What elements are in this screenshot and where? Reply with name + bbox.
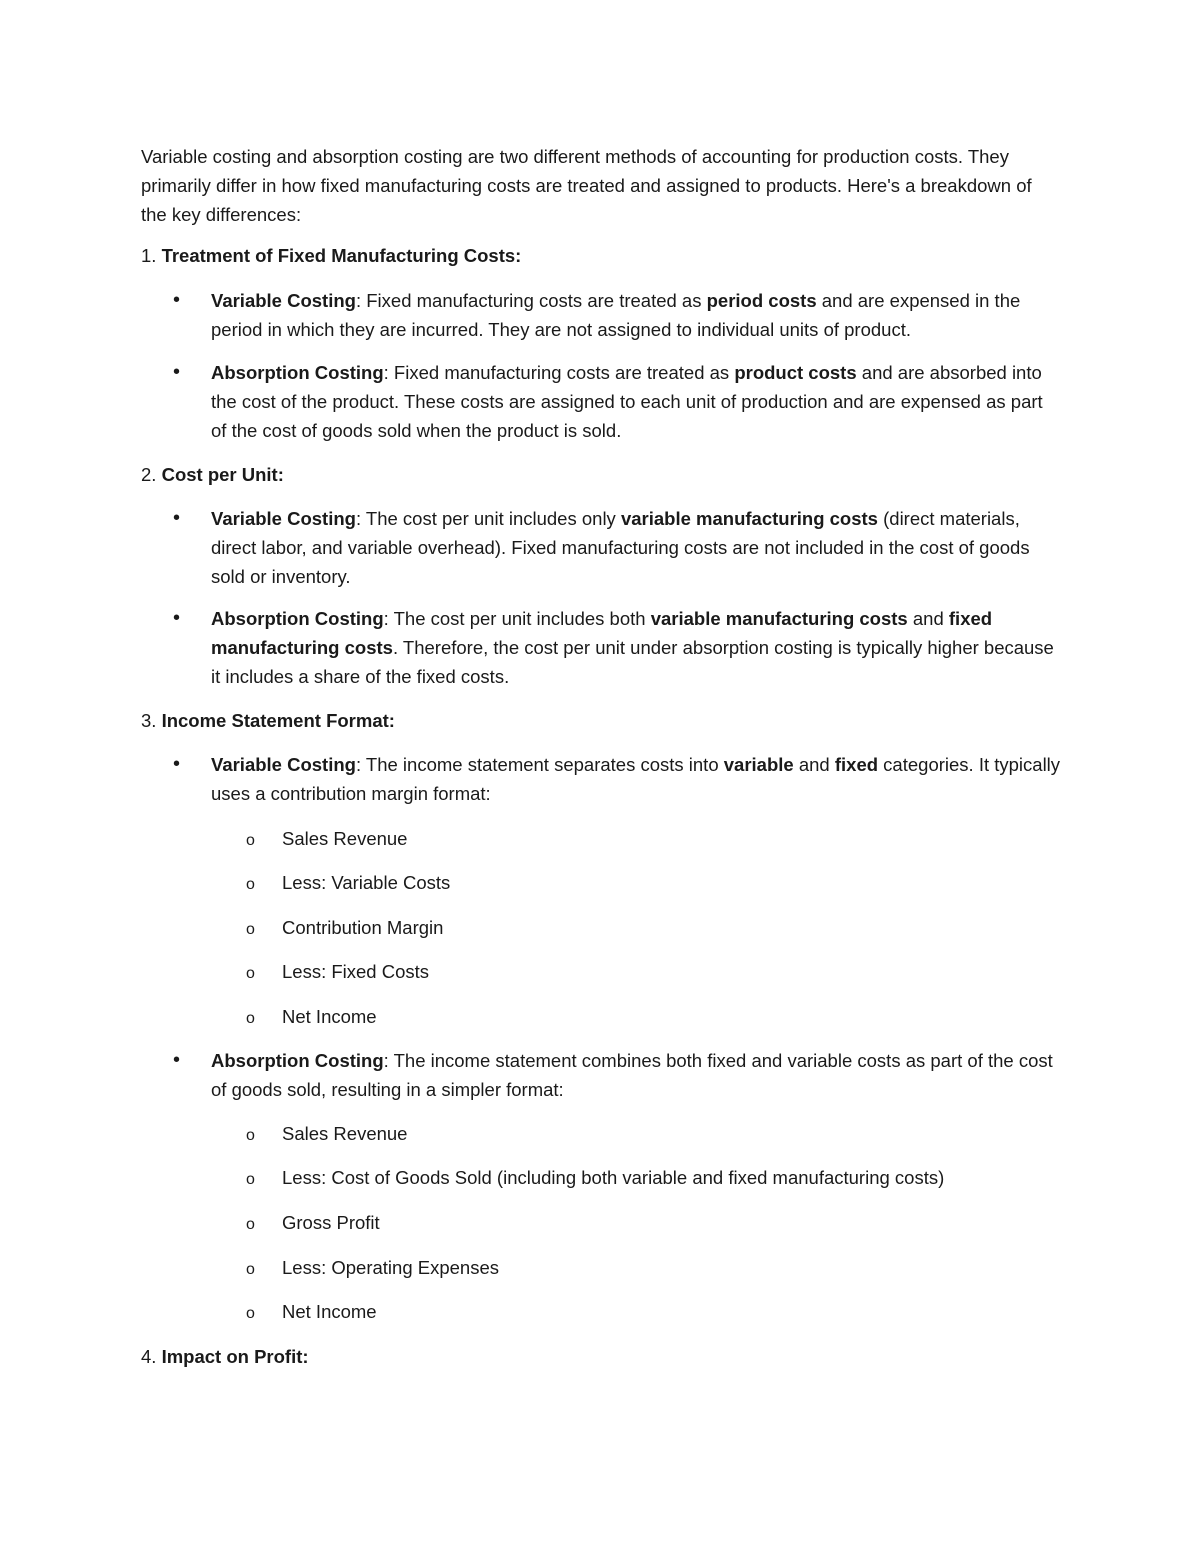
bullet-icon: • xyxy=(173,607,181,629)
bullet-item xyxy=(141,504,1061,591)
sub-list-item: o Less: Operating Expenses xyxy=(246,1253,499,1284)
sub-list-item: o Less: Variable Costs xyxy=(246,868,450,899)
section-number: 4. xyxy=(141,1346,157,1367)
bullet-item xyxy=(141,286,1061,344)
circle-bullet-icon: o xyxy=(246,1127,255,1144)
section-number: 1. xyxy=(141,245,157,266)
bullet-icon: • xyxy=(173,361,181,383)
bullet-text: Absorption Costing: Fixed manufacturing costs are treated as product costs and are absorbed into the cost of the product. These costs are assigned to each unit of production and are expensed as part of the cost of goods sold when the product is sold. xyxy=(211,362,1043,441)
circle-bullet-icon: o xyxy=(246,876,255,893)
sub-list-item: o Net Income xyxy=(246,1002,377,1033)
circle-bullet-icon: o xyxy=(246,1010,255,1027)
bullet-text: Variable Costing: Fixed manufacturing costs are treated as period costs and are expensed in the period in which they are incurred. They are not assigned to individual units of product. xyxy=(211,290,1021,340)
intro-paragraph: Variable costing and absorption costing are two different methods of accounting for production costs. They primarily differ in how fixed manufacturing costs are treated and assigned to products. Here's a breakdown of the key differences: xyxy=(141,146,1032,225)
section-title: Cost per Unit: xyxy=(161,464,284,485)
circle-bullet-icon: o xyxy=(246,832,255,849)
sub-list-item: o Less: Fixed Costs xyxy=(246,957,429,988)
sub-list-item: o Contribution Margin xyxy=(246,913,443,944)
circle-bullet-icon: o xyxy=(246,921,255,938)
section-title: Income Statement Format: xyxy=(161,710,395,731)
section-heading-3 xyxy=(141,706,395,735)
sub-list-item: o Net Income xyxy=(246,1297,377,1328)
bullet-text: Absorption Costing: The cost per unit includes both variable manufacturing costs and fixed manufacturing costs. Therefore, the cost per unit under absorption costing is typically higher because it includes a share of the fixed costs. xyxy=(211,608,1054,687)
sub-list-item: o Sales Revenue xyxy=(246,1119,407,1150)
section-title: Impact on Profit: xyxy=(161,1346,309,1367)
sub-list-item: o Less: Cost of Goods Sold (including both variable and fixed manufacturing costs) xyxy=(246,1163,944,1194)
bullet-icon: • xyxy=(173,1049,181,1071)
bullet-text: Absorption Costing: The income statement combines both fixed and variable costs as part of the cost of goods sold, resulting in a simpler format: xyxy=(211,1050,1053,1100)
bullet-text: Variable Costing: The cost per unit includes only variable manufacturing costs (direct materials, direct labor, and variable overhead). Fixed manufacturing costs are not included in the cost of goods sold or inventory. xyxy=(211,508,1030,587)
section-heading-4 xyxy=(141,1342,309,1371)
bullet-icon: • xyxy=(173,289,181,311)
bullet-icon: • xyxy=(173,507,181,529)
bullet-item xyxy=(141,604,1061,691)
sub-list-item: o Sales Revenue xyxy=(246,824,407,855)
section-heading-2 xyxy=(141,460,284,489)
circle-bullet-icon: o xyxy=(246,965,255,982)
section-heading-1 xyxy=(141,241,521,270)
circle-bullet-icon: o xyxy=(246,1216,255,1233)
bullet-item xyxy=(141,358,1061,445)
circle-bullet-icon: o xyxy=(246,1305,255,1322)
bullet-text: Variable Costing: The income statement separates costs into variable and fixed categories. It typically uses a contribution margin format: xyxy=(211,754,1061,804)
section-number: 2. xyxy=(141,464,157,485)
circle-bullet-icon: o xyxy=(246,1171,255,1188)
section-title: Treatment of Fixed Manufacturing Costs: xyxy=(161,245,522,266)
bullet-item xyxy=(141,1046,1061,1104)
bullet-item xyxy=(141,750,1061,808)
circle-bullet-icon: o xyxy=(246,1261,255,1278)
sub-list-item: o Gross Profit xyxy=(246,1208,380,1239)
section-number: 3. xyxy=(141,710,157,731)
bullet-icon: • xyxy=(173,753,181,775)
